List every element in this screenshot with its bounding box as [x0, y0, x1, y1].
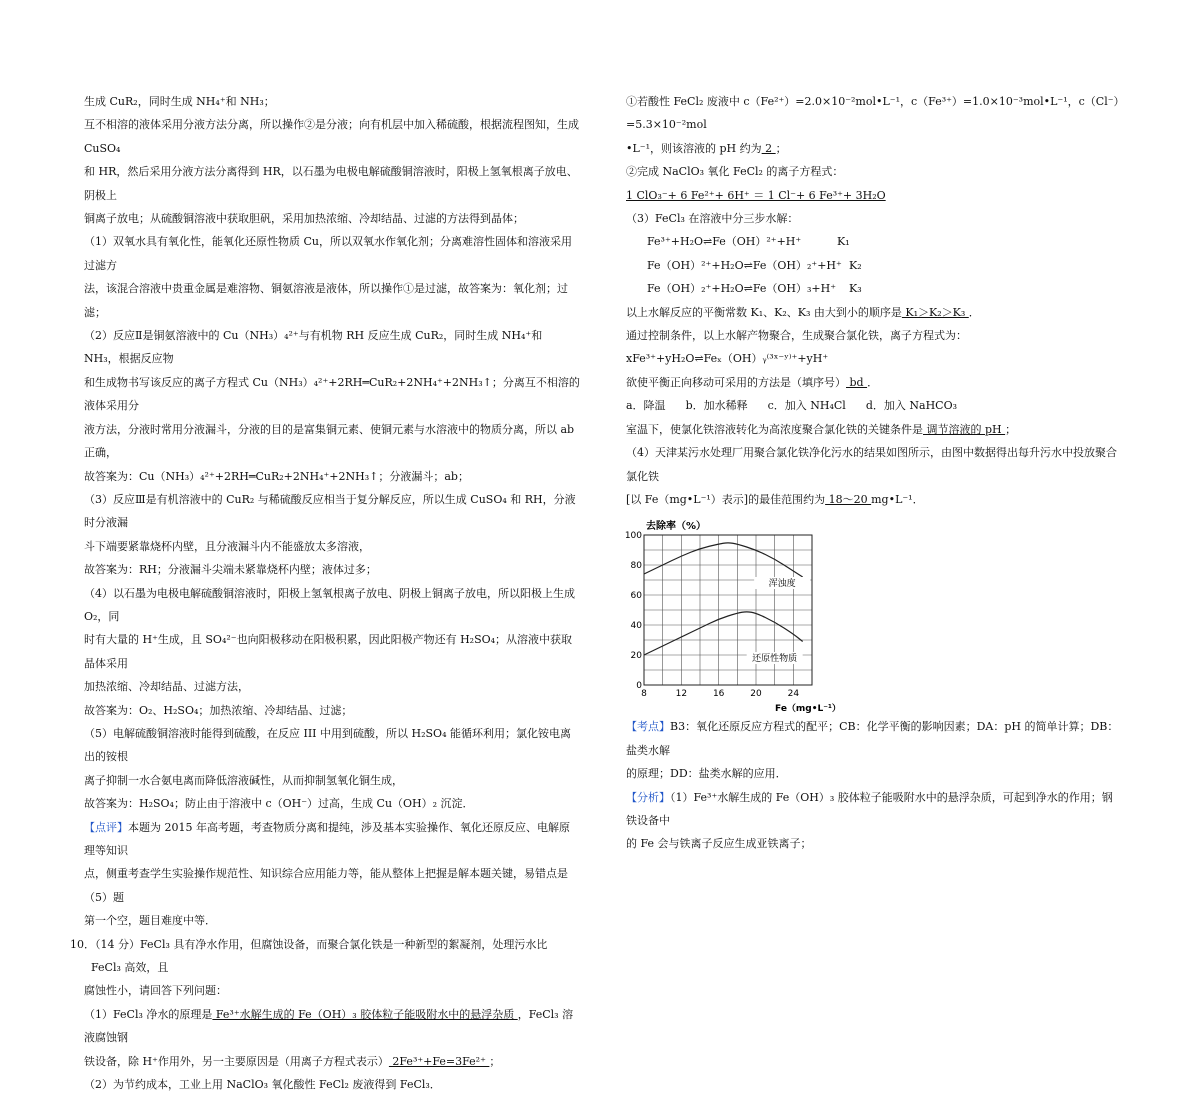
right-column — [626, 90, 1122, 856]
text-line: B3：氧化还原反应方程式的配平；CB：化学平衡的影响因素；DA：pH 的简单计算；DB：盐类水解 — [626, 720, 1119, 757]
series-line — [644, 543, 803, 577]
fenxi-paragraph — [626, 786, 1122, 833]
prompt-text: 欲使平衡正向移动可采用的方法是（填序号） — [626, 375, 846, 389]
x-tick-label: 20 — [750, 689, 762, 700]
prompt-text: •L⁻¹，则该溶液的 pH 约为 — [626, 141, 762, 155]
answer-line — [626, 488, 1122, 511]
question-text: （14 分）FeCl₃ 具有净水作用，但腐蚀设备，而聚合氯化铁是一种新型的絮凝剂，处理污水比 FeCl₃ 高效，且 — [91, 937, 548, 975]
prompt-text: ． — [968, 305, 980, 319]
answer-blank: K₁＞K₂＞K₃ — [901, 305, 969, 319]
y-tick-label: 60 — [630, 591, 642, 602]
answer-line — [626, 301, 1122, 324]
text-line: 互不相溶的液体采用分液方法分离，所以操作②是分液；向有机层中加入稀硫酸，根据流程图知，生成 CuSO₄ — [84, 118, 579, 155]
answer-blank: bd — [846, 375, 868, 389]
series-label: 还原性物质 — [752, 654, 798, 665]
answer-line — [84, 1003, 580, 1050]
answer-blank: 18～20 — [825, 492, 872, 506]
series-line — [644, 612, 803, 655]
question-number: 10． — [70, 937, 95, 951]
text-line: 的 Fe 会与铁离子反应生成亚铁离子； — [626, 837, 812, 851]
text-line: 腐蚀性小，请回答下列问题： — [84, 984, 227, 998]
answer-blank: Fe³⁺水解生成的 Fe（OH）₃ 胶体粒子能吸附水中的悬浮杂质 — [212, 1007, 518, 1021]
answer-line — [626, 371, 1122, 394]
text-line: （2）反应Ⅱ是铜氨溶液中的 Cu（NH₃）₄²⁺与有机物 RH 反应生成 CuR₂，同时生成 NH₄⁺和 NH₃，根据反应物 — [84, 329, 543, 366]
removal-rate-chart — [624, 513, 841, 715]
equilibrium-constant: K₃ — [849, 282, 862, 296]
option-c: c．加入 NH₄Cl — [767, 399, 846, 413]
x-tick-label: 24 — [787, 689, 800, 700]
equation-text: Fe（OH）₂⁺+H₂O⇌Fe（OH）₃+H⁺ — [647, 282, 836, 296]
option-list — [626, 394, 1122, 417]
option-a: a．降温 — [626, 399, 666, 413]
text-line: 法，该混合溶液中贵重金属是难溶物、铜氨溶液是液体，所以操作①是过滤，故答案为：氧化剂；过滤； — [84, 282, 568, 319]
y-tick-label: 100 — [624, 531, 642, 542]
kaodian-tag: 【考点】 — [626, 720, 670, 734]
text-line: 通过控制条件，以上水解产物聚合，生成聚合氯化铁，离子方程式为： — [626, 329, 967, 343]
y-tick-label: 0 — [636, 681, 642, 692]
ionic-equation-answer: 1 ClO₃⁻+ 6 Fe²⁺+ 6H⁺ ＝ 1 Cl⁻+ 6 Fe³⁺+ 3H₂O — [626, 188, 886, 202]
text-line: 离子抑制一水合氨电离而降低溶液碱性，从而抑制氢氧化铜生成， — [84, 773, 403, 787]
text-line: 点，侧重考查学生实验操作规范性、知识综合应用能力等，能从整体上把握是解本题关键，易错点是（5）题 — [84, 867, 568, 904]
hydrolysis-equation-2 — [626, 254, 1122, 277]
prompt-text: [以 Fe（mg•L⁻¹）表示]的最佳范围约为 — [626, 492, 826, 506]
answer-blank: 调节溶液的 pH — [923, 422, 1006, 436]
text-line: （5）电解硫酸铜溶液时能得到硫酸，在反应 III 中用到硫酸，所以 H₂SO₄ 能循环利用；氯化铵电离出的铵根 — [84, 726, 571, 764]
series-label: 浑浊度 — [768, 579, 796, 590]
comment-tag: 【点评】 — [84, 820, 128, 834]
text-line: （4）天津某污水处理厂用聚合氯化铁净化污水的结果如图所示，由图中数据得出每升污水中投放聚合氯化铁 — [626, 446, 1117, 483]
prompt-text: （1）FeCl₃ 净水的原理是 — [84, 1007, 213, 1021]
y-tick-label: 20 — [630, 651, 642, 662]
text-line: 铜离子放电；从硫酸铜溶液中获取胆矾，采用加热浓缩、冷却结晶、过滤的方法得到晶体； — [84, 212, 524, 226]
answer-line — [626, 418, 1122, 441]
equilibrium-constant: K₂ — [849, 258, 862, 272]
text-line: 故答案为：Cu（NH₃）₄²⁺+2RH═CuR₂+2NH₄⁺+2NH₃↑；分液漏斗；ab； — [84, 469, 469, 483]
text-line: 加热浓缩、冷却结晶、过滤方法， — [84, 680, 249, 694]
prompt-text: ； — [489, 1054, 501, 1068]
option-d: d．加入 NaHCO₃ — [865, 399, 958, 413]
question-heading — [70, 933, 580, 980]
text-line: 故答案为：H₂SO₄；防止由于溶液中 c（OH⁻）过高，生成 Cu（OH）₂ 沉淀． — [84, 797, 474, 811]
chart-svg — [624, 513, 841, 715]
option-b: b．加水稀释 — [685, 399, 748, 413]
x-tick-label: 12 — [675, 689, 688, 700]
equilibrium-constant: K₁ — [837, 235, 850, 249]
text-line: （1）双氧水具有氧化性，能氧化还原性物质 Cu，所以双氧水作氧化剂；分离难溶性固体和溶液采用过滤方 — [84, 235, 572, 272]
answer-line — [84, 1050, 580, 1073]
text-line: 故答案为：O₂、H₂SO₄；加热浓缩、冷却结晶、过滤； — [84, 703, 353, 717]
prompt-text: mg•L⁻¹． — [871, 492, 924, 506]
x-axis-label: Fe（mg•L⁻¹） — [775, 704, 841, 715]
text-line: 和 HR，然后采用分液方法分离得到 HR，以石墨为电极电解硫酸铜溶液时，阳极上氢氧根离子放电、阴极上 — [84, 165, 578, 202]
polymer-equation: xFe³⁺+yH₂O⇌Feₓ（OH）ᵧ⁽³ˣ⁻ʸ⁾⁺+yH⁺ — [626, 352, 829, 366]
y-tick-label: 40 — [630, 621, 642, 632]
answer-blank: 2 — [761, 141, 776, 155]
answer-line — [626, 137, 1122, 160]
comment-paragraph — [84, 816, 580, 863]
x-tick-label: 8 — [641, 689, 647, 700]
prompt-text: ； — [775, 141, 787, 155]
y-axis-label: 去除率（%） — [646, 521, 707, 533]
left-column — [70, 90, 580, 1096]
text-line: 第一个空，题目难度中等． — [84, 914, 216, 928]
text-line: 故答案为：RH；分液漏斗尖端未紧靠烧杯内壁；液体过多； — [84, 563, 377, 577]
text-line: （1）Fe³⁺水解生成的 Fe（OH）₃ 胶体粒子能吸附水中的悬浮杂质，可起到净水的作用；钢铁设备中 — [626, 790, 1113, 827]
hydrolysis-equation-1 — [626, 230, 1122, 253]
prompt-text: ，FeCl₃ 溶液腐蚀钢 — [84, 1007, 574, 1045]
text-line: （3）反应Ⅲ是有机溶液中的 CuR₂ 与稀硫酸反应相当于复分解反应，所以生成 CuSO₄ 和 RH，分液时分液漏 — [84, 492, 576, 530]
answer-blank: 2Fe³⁺+Fe=3Fe²⁺ — [388, 1054, 490, 1068]
text-line: 液方法，分液时常用分液漏斗，分液的目的是富集铜元素、使铜元素与水溶液中的物质分离，所以 ab 正确， — [84, 422, 575, 460]
prompt-text: 铁设备，除 H⁺作用外，另一主要原因是（用离子方程式表示） — [84, 1054, 389, 1068]
prompt-text: ； — [1005, 422, 1017, 436]
text-line: ①若酸性 FeCl₂ 废液中 c（Fe²⁺）=2.0×10⁻²mol•L⁻¹，c（Fe³⁺）=1.0×10⁻³mol•L⁻¹，c（Cl⁻）=5.3×10⁻²mol — [626, 95, 1120, 132]
equation-text: Fe（OH）²⁺+H₂O⇌Fe（OH）₂⁺+H⁺ — [647, 258, 842, 272]
text-line: 斗下端要紧靠烧杯内壁，且分液漏斗内不能盛放太多溶液， — [84, 539, 370, 553]
equation-text: Fe³⁺+H₂O⇌Fe（OH）²⁺+H⁺ — [647, 235, 802, 249]
hydrolysis-equation-3 — [626, 277, 1122, 300]
x-tick-label: 16 — [712, 689, 725, 700]
prompt-text: 以上水解反应的平衡常数 K₁、K₂、K₃ 由大到小的顺序是 — [626, 305, 902, 319]
text-line: （2）为节约成本，工业上用 NaClO₃ 氧化酸性 FeCl₂ 废液得到 FeCl₃． — [84, 1078, 441, 1092]
prompt-text: 室温下，使氯化铁溶液转化为高浓度聚合氯化铁的关键条件是 — [626, 422, 923, 436]
text-line: 生成 CuR₂，同时生成 NH₄⁺和 NH₃； — [84, 95, 275, 108]
kaodian-paragraph — [626, 715, 1122, 762]
y-tick-label: 80 — [630, 561, 642, 572]
text-line: （4）以石墨为电极电解硫酸铜溶液时，阳极上氢氧根离子放电、阴极上铜离子放电，所以阳极上生成 O₂，同 — [84, 586, 575, 623]
fenxi-tag: 【分析】 — [626, 790, 670, 804]
text-line: （3）FeCl₃ 在溶液中分三步水解： — [626, 212, 799, 226]
text-line: 和生成物书写该反应的离子方程式 Cu（NH₃）₄²⁺+2RH═CuR₂+2NH₄⁺+2NH₃↑；分离互不相溶的液体采用分 — [84, 375, 580, 413]
text-line: 时有大量的 H⁺生成，且 SO₄²⁻也向阳极移动在阳极积累，因此阳极产物还有 H₂SO₄；从溶液中获取晶体采用 — [84, 633, 573, 670]
text-line: ②完成 NaClO₃ 氧化 FeCl₂ 的离子方程式： — [626, 165, 844, 179]
text-line: 本题为 2015 年高考题，考查物质分离和提纯，涉及基本实验操作、氧化还原反应、电解原理等知识 — [84, 820, 570, 857]
prompt-text: ． — [867, 375, 879, 389]
text-line: 的原理；DD：盐类水解的应用． — [626, 767, 787, 781]
